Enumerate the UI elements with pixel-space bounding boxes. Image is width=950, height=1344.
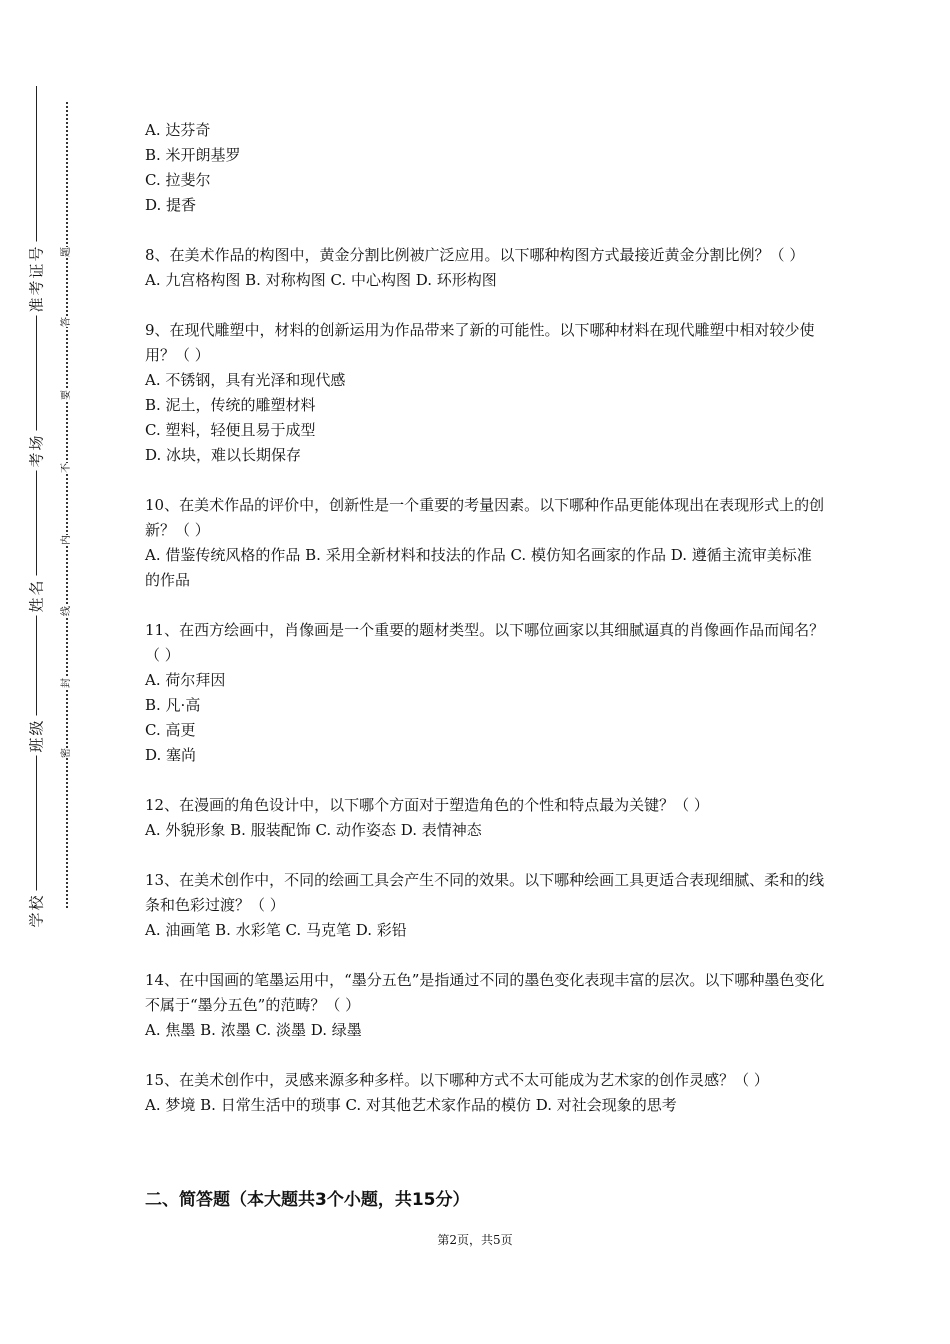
question-15	[145, 1068, 825, 1118]
question-9	[145, 318, 825, 468]
question-list	[145, 118, 825, 1118]
option: B. 米开朗基罗	[145, 146, 241, 164]
seal-char: 封	[61, 678, 72, 688]
question-options: A. 焦墨 B. 浓墨 C. 淡墨 D. 绿墨	[145, 1021, 362, 1039]
exam-number-label: 准考证号	[20, 248, 52, 308]
option: A. 不锈钢，具有光泽和现代感	[145, 371, 346, 389]
question-options: A. 外貌形象 B. 服装配饰 C. 动作姿态 D. 表情神态	[145, 821, 482, 839]
school-label: 学校	[20, 880, 52, 940]
page-footer: 第2页，共5页	[437, 1233, 513, 1247]
question-options: A. 油画笔 B. 水彩笔 C. 马克笔 D. 彩铅	[145, 921, 407, 939]
binding-margin	[0, 0, 90, 1344]
option: D. 提香	[145, 196, 197, 214]
option: C. 塑料，轻便且易于成型	[145, 421, 316, 439]
question-stem: 15、在美术创作中，灵感来源多种多样。以下哪种方式不太可能成为艺术家的创作灵感？（ ）	[145, 1071, 769, 1089]
seal-char: 线	[61, 606, 72, 616]
question-stem: 10、在美术作品的评价中，创新性是一个重要的考量因素。以下哪种作品更能体现出在表现形式上的创新？（ ）	[145, 496, 825, 539]
question-12	[145, 793, 825, 843]
seal-char: 要	[61, 390, 72, 400]
question-stem: 11、在西方绘画中，肖像画是一个重要的题材类型。以下哪位画家以其细腻逼真的肖像画作品而闻名？（ ）	[145, 621, 825, 664]
question-options: A. 借鉴传统风格的作品 B. 采用全新材料和技法的作品 C. 模仿知名画家的作品 D. 遵循主流审美标准的作品	[145, 546, 812, 589]
option: A. 达芬奇	[145, 121, 211, 139]
question-options: A. 九宫格构图 B. 对称构图 C. 中心构图 D. 环形构图	[145, 271, 497, 289]
seal-char: 内	[61, 535, 72, 545]
question-options: A. 梦境 B. 日常生活中的琐事 C. 对其他艺术家作品的模仿 D. 对社会现象的思考	[145, 1096, 677, 1114]
question-stem: 8、在美术作品的构图中，黄金分割比例被广泛应用。以下哪种构图方式最接近黄金分割比例？（ ）	[145, 246, 805, 264]
student-name-label: 姓名	[20, 565, 52, 625]
question-11	[145, 618, 825, 768]
question-stem: 14、在中国画的笔墨运用中，“墨分五色”是指通过不同的墨色变化表现丰富的层次。以下哪种墨色变化不属于“墨分五色”的范畴？（ ）	[145, 971, 825, 1014]
seal-char: 答	[61, 317, 72, 327]
question-stem: 13、在美术创作中，不同的绘画工具会产生不同的效果。以下哪种绘画工具更适合表现细腻、柔和的线条和色彩过渡？（ ）	[145, 871, 825, 914]
section-title: 二、简答题（本大题共3个小题，共15分）	[145, 1190, 470, 1210]
seal-char: 不	[61, 463, 72, 473]
binding-solid-line	[36, 86, 37, 926]
question-10	[145, 493, 825, 593]
class-label: 班级	[20, 705, 52, 765]
question-stem: 12、在漫画的角色设计中，以下哪个方面对于塑造角色的个性和特点最为关键？（ ）	[145, 796, 709, 814]
option: C. 拉斐尔	[145, 171, 211, 189]
option: B. 泥土，传统的雕塑材料	[145, 396, 316, 414]
option: B. 凡·高	[145, 696, 201, 714]
option: D. 冰块，难以长期保存	[145, 446, 302, 464]
question-8	[145, 243, 825, 293]
option: A. 荷尔拜因	[145, 671, 226, 689]
option: C. 高更	[145, 721, 196, 739]
seal-dotted-line	[66, 102, 68, 908]
question-stem: 9、在现代雕塑中，材料的创新运用为作品带来了新的可能性。以下哪种材料在现代雕塑中相对较少使用？（ ）	[145, 321, 815, 364]
exam-room-label: 考场	[20, 420, 52, 480]
question-14	[145, 968, 825, 1043]
q7-options	[145, 118, 825, 218]
seal-char: 密	[61, 748, 72, 758]
option: D. 塞尚	[145, 746, 197, 764]
question-13	[145, 868, 825, 943]
seal-char: 题	[61, 247, 72, 257]
